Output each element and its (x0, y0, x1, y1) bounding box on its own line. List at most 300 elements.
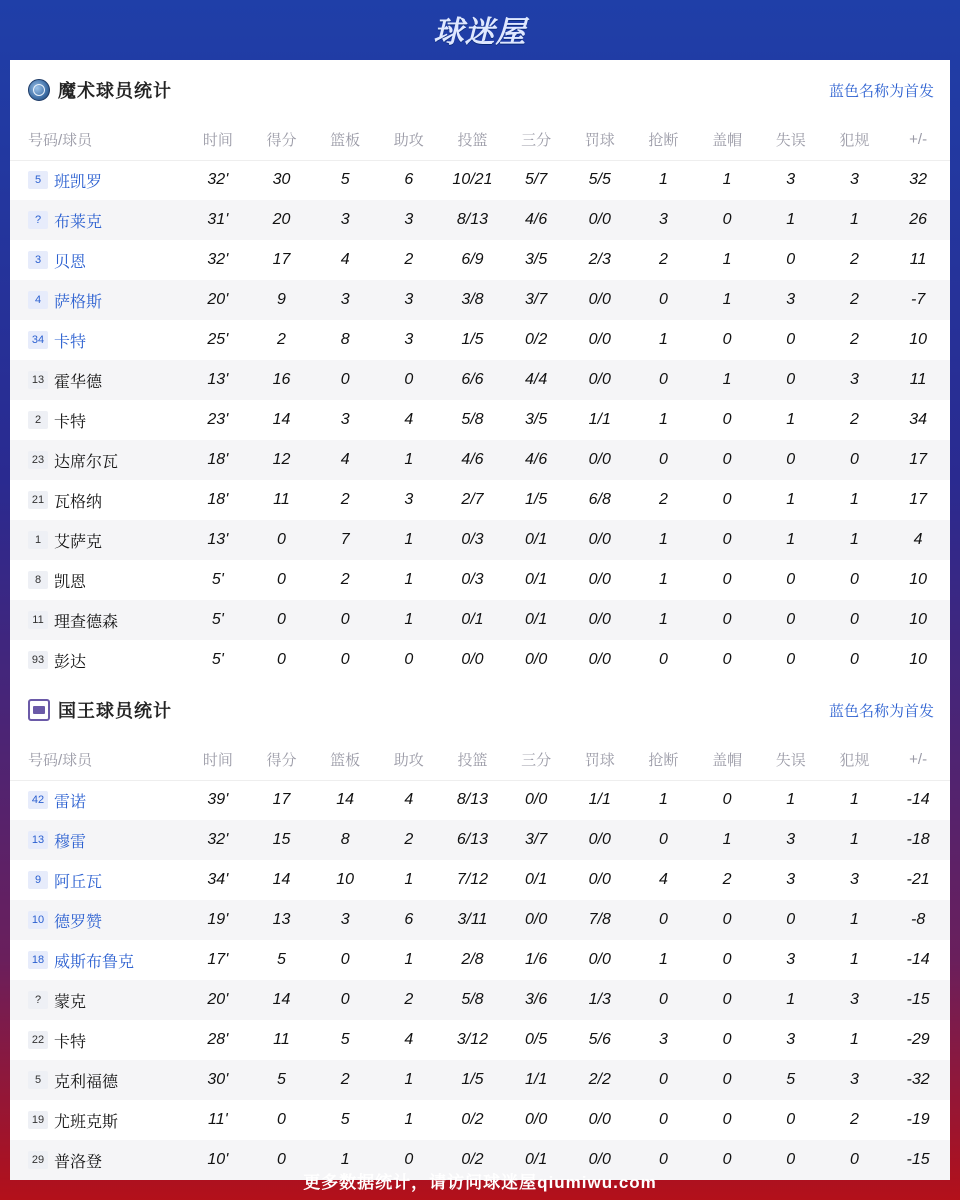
jersey-number-badge: ? (28, 991, 48, 1009)
stat-cell: 2 (849, 331, 859, 348)
jersey-number-badge: 5 (28, 1071, 48, 1089)
stat-cell: 23' (207, 411, 229, 428)
stat-cell: 2 (722, 871, 732, 888)
stat-cell: 3 (849, 171, 859, 189)
stat-cell: 4/6 (441, 440, 505, 480)
stat-cell: 11 (909, 251, 927, 268)
stat-cell: 0/0 (588, 1111, 611, 1128)
column-header: 得分 (250, 740, 314, 780)
player-row[interactable] (10, 480, 950, 520)
stat-cell: 1 (786, 411, 796, 428)
stat-cell: 0 (823, 1140, 887, 1180)
player-row[interactable] (10, 980, 950, 1020)
stat-cell: 0 (695, 1060, 759, 1100)
player-cell (10, 640, 186, 680)
stat-cell: 1 (404, 951, 414, 968)
stat-cell: 8/13 (441, 200, 505, 240)
stat-cell: 0/2 (441, 1140, 505, 1180)
stat-cell: 2/7 (461, 491, 484, 508)
player-name[interactable]: 贝恩 (54, 253, 87, 271)
stat-cell: 0 (340, 951, 350, 968)
stat-cell: 0/3 (441, 520, 505, 560)
footer-banner: 更多数据统计，请访问球迷屋qiumiwu.com (303, 1172, 657, 1192)
stat-cell: 5 (759, 1060, 823, 1100)
stat-cell: 14 (250, 980, 314, 1020)
stat-cell: 0 (786, 1111, 796, 1128)
stat-cell: 1 (722, 251, 732, 268)
stat-cell: 5 (277, 951, 286, 968)
stat-cell: 3 (786, 1031, 796, 1048)
stat-cell: 1 (759, 980, 823, 1020)
stat-cell: 3 (377, 200, 441, 240)
stat-cell: 5' (211, 571, 224, 588)
stat-cell: 0 (722, 411, 732, 428)
stat-cell: 7/12 (456, 871, 489, 888)
stat-cell: 0 (695, 900, 759, 940)
brand-logo: 球迷屋 (433, 16, 527, 49)
stat-cell: 0 (849, 651, 859, 668)
stat-cell: 0 (250, 600, 314, 640)
column-header: 投篮 (441, 740, 505, 780)
stat-cell: 7/8 (568, 900, 632, 940)
stat-cell: 0 (722, 651, 732, 668)
player-row[interactable] (10, 280, 950, 320)
stat-cell: 4 (340, 251, 350, 268)
stat-cell: 0 (786, 651, 796, 668)
stat-cell: 0 (786, 251, 796, 268)
player-name: 彭达 (54, 653, 87, 671)
stat-cell: 26 (886, 200, 950, 240)
stat-cell: 3 (823, 360, 887, 400)
stat-cell: 2 (849, 1111, 859, 1128)
stat-cell: 4 (404, 1031, 414, 1048)
player-name: 凯恩 (54, 573, 87, 591)
stat-cell: 0/1 (504, 520, 568, 560)
stat-cell: 1 (722, 171, 732, 189)
stat-cell: 0 (823, 440, 887, 480)
column-header: 盖帽 (695, 120, 759, 160)
stat-cell: 3 (786, 871, 796, 888)
player-row[interactable] (10, 860, 950, 900)
player-cell (10, 560, 186, 600)
stat-cell: 20 (250, 200, 314, 240)
jersey-number-badge: 34 (28, 331, 48, 349)
stat-cell: 1 (632, 520, 696, 560)
stat-cell: 3 (404, 491, 414, 508)
player-row[interactable] (10, 240, 950, 280)
player-row[interactable] (10, 600, 950, 640)
player-row[interactable] (10, 560, 950, 600)
stat-cell: 2 (658, 251, 668, 268)
stat-cell: 1/5 (524, 491, 548, 508)
stat-cell: 11 (273, 1031, 290, 1048)
stat-cell: 1/1 (504, 1060, 568, 1100)
player-cell (10, 860, 186, 900)
stat-cell: -29 (906, 1031, 930, 1048)
stats-panel (10, 60, 950, 1171)
stat-cell: 0 (377, 360, 441, 400)
stat-cell: 2 (313, 1060, 377, 1100)
stat-cell: 0 (722, 791, 732, 809)
player-row[interactable] (10, 520, 950, 560)
jersey-number-badge: 29 (28, 1151, 48, 1169)
stat-cell: 30' (186, 1060, 250, 1100)
kings-stats-table (10, 740, 950, 1180)
stat-cell: 16 (250, 360, 314, 400)
stat-cell: 5/8 (441, 980, 505, 1020)
column-header: 篮板 (313, 740, 377, 780)
stat-cell: 0/0 (568, 440, 632, 480)
player-name: 达席尔瓦 (54, 453, 119, 471)
stat-cell: 3 (823, 980, 887, 1020)
player-cell (10, 940, 186, 980)
stat-cell: 2 (849, 251, 859, 268)
stat-cell: 3 (786, 951, 796, 968)
stat-cell: 3 (404, 331, 414, 348)
stat-cell: 3 (658, 1031, 668, 1048)
column-header: +/- (886, 740, 950, 780)
jersey-number-badge: 42 (28, 791, 48, 809)
player-name: 普洛登 (54, 1153, 103, 1171)
player-cell (10, 240, 186, 280)
jersey-number-badge: 2 (28, 411, 48, 429)
stat-cell: 0 (759, 900, 823, 940)
kings-table-body (10, 780, 950, 1180)
stat-cell: 14 (336, 791, 355, 809)
column-header: 号码/球员 (10, 120, 186, 160)
player-row[interactable] (10, 1100, 950, 1140)
column-header: 时间 (186, 740, 250, 780)
magic-section-header (10, 60, 950, 120)
stat-cell: 1/5 (461, 331, 484, 348)
stat-cell: 1 (658, 951, 668, 968)
jersey-number-badge: 13 (28, 831, 48, 849)
stat-cell: 1 (823, 520, 887, 560)
player-row[interactable] (10, 360, 950, 400)
player-name[interactable]: 卡特 (54, 333, 87, 351)
player-row[interactable] (10, 200, 950, 240)
stat-cell: 3 (759, 280, 823, 320)
stat-cell: 0 (695, 600, 759, 640)
stat-cell: 5/7 (524, 171, 548, 189)
player-row[interactable] (10, 820, 950, 860)
stat-cell: 3 (340, 411, 350, 428)
player-cell (10, 1020, 186, 1060)
stat-cell: 0/0 (524, 1111, 548, 1128)
player-cell (10, 480, 186, 520)
stat-cell: 1 (377, 600, 441, 640)
stat-cell: 0/0 (568, 520, 632, 560)
stat-cell: 1 (823, 820, 887, 860)
stat-cell: 0 (695, 980, 759, 1020)
player-row[interactable] (10, 780, 950, 820)
player-cell (10, 360, 186, 400)
player-name[interactable]: 萨格斯 (54, 293, 103, 311)
stat-cell: 0/0 (524, 791, 548, 809)
stat-cell: 0 (759, 600, 823, 640)
stat-cell: -21 (906, 871, 930, 888)
stat-cell: 5 (340, 1111, 350, 1128)
stat-cell: 0 (250, 1140, 314, 1180)
stat-cell: 10 (909, 331, 927, 348)
stat-cell: 1 (404, 571, 414, 588)
stat-cell: 0 (632, 360, 696, 400)
stat-cell: 0 (823, 600, 887, 640)
stat-cell: 0/0 (461, 651, 484, 668)
jersey-number-badge: 4 (28, 291, 48, 309)
player-name: 卡特 (54, 413, 87, 431)
magic-table-header (10, 120, 950, 160)
stat-cell: 1/1 (588, 411, 611, 428)
stat-cell: 0 (849, 571, 859, 588)
stat-cell: 10/21 (452, 171, 493, 189)
player-row[interactable] (10, 400, 950, 440)
stat-cell: -14 (906, 951, 930, 968)
starter-note: 蓝色名称为首发 (828, 82, 934, 100)
stat-cell: 0/1 (504, 600, 568, 640)
stat-cell: 19' (186, 900, 250, 940)
column-header: 得分 (250, 120, 314, 160)
column-header: 抢断 (632, 740, 696, 780)
stat-cell: 17 (886, 440, 950, 480)
stat-cell: 3 (313, 900, 377, 940)
stat-cell: 4 (404, 411, 414, 428)
stat-cell: 0/0 (588, 571, 611, 588)
jersey-number-badge: 21 (28, 491, 48, 509)
player-row[interactable] (10, 940, 950, 980)
stat-cell: 1 (377, 1060, 441, 1100)
stat-cell: 5/6 (588, 1031, 611, 1048)
stat-cell: 10 (886, 600, 950, 640)
stat-cell: 0/1 (441, 600, 505, 640)
player-name: 卡特 (54, 1033, 87, 1051)
stat-cell: 32' (207, 171, 229, 189)
stat-cell: 1 (849, 1031, 859, 1048)
stat-cell: 13' (186, 520, 250, 560)
stat-cell: 0 (313, 360, 377, 400)
stat-cell: 0 (759, 360, 823, 400)
stat-cell: 17 (909, 491, 927, 508)
stat-cell: 6/13 (441, 820, 505, 860)
player-cell (10, 160, 186, 200)
player-row[interactable] (10, 640, 950, 680)
stat-cell: 1 (658, 331, 668, 348)
stat-cell: 11 (886, 360, 950, 400)
jersey-number-badge: 13 (28, 371, 48, 389)
stat-cell: 0 (759, 440, 823, 480)
player-cell (10, 400, 186, 440)
stat-cell: 2/2 (568, 1060, 632, 1100)
stat-cell: 3 (849, 871, 859, 888)
stat-cell: 0 (277, 651, 286, 668)
stat-cell: 3 (786, 171, 796, 189)
jersey-number-badge: 22 (28, 1031, 48, 1049)
stat-cell: 3/5 (524, 411, 548, 428)
stat-cell: 10' (186, 1140, 250, 1180)
stat-cell: 0 (340, 651, 350, 668)
player-row[interactable] (10, 1020, 950, 1060)
player-name: 克利福德 (54, 1073, 119, 1091)
stat-cell: 0 (377, 1140, 441, 1180)
stat-cell: -18 (886, 820, 950, 860)
stat-cell: 3/11 (441, 900, 505, 940)
stat-cell: 1 (377, 440, 441, 480)
player-cell (10, 1060, 186, 1100)
player-row[interactable] (10, 160, 950, 200)
player-name[interactable]: 布莱克 (54, 213, 103, 231)
player-cell (10, 320, 186, 360)
stat-cell: 1 (695, 280, 759, 320)
stat-cell: 1 (695, 820, 759, 860)
stat-cell: 6 (404, 171, 414, 189)
column-header: 犯规 (823, 740, 887, 780)
jersey-number-badge: 5 (28, 171, 48, 189)
player-name: 瓦格纳 (54, 493, 103, 511)
stat-cell: 2 (849, 411, 859, 428)
column-header: 犯规 (823, 120, 887, 160)
player-cell (10, 780, 186, 820)
stat-cell: 0/0 (568, 360, 632, 400)
stat-cell: 5/8 (461, 411, 484, 428)
player-cell (10, 600, 186, 640)
stat-cell: 18' (207, 491, 229, 508)
player-cell (10, 1100, 186, 1140)
player-row[interactable] (10, 900, 950, 940)
player-row[interactable] (10, 440, 950, 480)
player-cell (10, 440, 186, 480)
stat-cell: 1 (786, 491, 796, 508)
magic-stats-table (10, 120, 950, 680)
jersey-number-badge: 11 (28, 611, 48, 629)
column-header: 罚球 (568, 120, 632, 160)
player-name[interactable]: 德罗赞 (54, 913, 103, 931)
column-header: 盖帽 (695, 740, 759, 780)
jersey-number-badge: 18 (28, 951, 48, 969)
stat-cell: 1 (377, 520, 441, 560)
stat-cell: 0/0 (588, 651, 611, 668)
jersey-number-badge: 10 (28, 911, 48, 929)
player-name: 艾萨克 (54, 533, 103, 551)
player-name[interactable]: 穆雷 (54, 833, 87, 851)
stat-cell: 3 (313, 280, 377, 320)
stat-cell: 7 (313, 520, 377, 560)
stat-cell: 0 (632, 820, 696, 860)
stat-cell: 0 (277, 571, 286, 588)
stat-cell: 0 (404, 651, 414, 668)
player-cell (10, 980, 186, 1020)
stat-cell: 20' (186, 280, 250, 320)
stat-cell: 17' (207, 951, 229, 968)
stat-cell: 1 (404, 871, 414, 888)
stat-cell: 5 (340, 1031, 350, 1048)
stat-cell: 1/5 (441, 1060, 505, 1100)
stat-cell: 32' (186, 820, 250, 860)
jersey-number-badge: 1 (28, 531, 48, 549)
stat-cell: 0/0 (524, 651, 548, 668)
stat-cell: 3 (632, 200, 696, 240)
stat-cell: 0/1 (524, 871, 548, 888)
stat-cell: 34' (207, 871, 229, 888)
stat-cell: 3/6 (504, 980, 568, 1020)
stat-cell: 4 (404, 791, 414, 809)
stat-cell: 32 (909, 171, 927, 189)
stat-cell: 0 (722, 1111, 732, 1128)
stat-cell: 0 (786, 331, 796, 348)
stat-cell: 3/7 (504, 280, 568, 320)
column-header: 失误 (759, 120, 823, 160)
stat-cell: 0/1 (504, 1140, 568, 1180)
player-cell (10, 820, 186, 860)
stat-cell: 3 (823, 1060, 887, 1100)
stat-cell: 0 (313, 980, 377, 1020)
player-name: 霍华德 (54, 373, 103, 391)
jersey-number-badge: 8 (28, 571, 48, 589)
stat-cell: 0 (632, 1140, 696, 1180)
jersey-number-badge: 3 (28, 251, 48, 269)
stat-cell: 0/5 (524, 1031, 548, 1048)
player-row[interactable] (10, 320, 950, 360)
stat-cell: 4/4 (504, 360, 568, 400)
stat-cell: 0/0 (568, 280, 632, 320)
player-cell (10, 200, 186, 240)
stat-cell: 1 (823, 900, 887, 940)
column-header: +/- (886, 120, 950, 160)
stat-cell: 0/2 (461, 1111, 484, 1128)
stat-cell: 1 (759, 520, 823, 560)
player-name[interactable]: 班凯罗 (54, 173, 103, 191)
kings-section-title: 国王球员统计 (58, 701, 172, 721)
stat-cell: 0 (722, 571, 732, 588)
stat-cell: 5 (250, 1060, 314, 1100)
stat-cell: 2 (377, 980, 441, 1020)
stat-cell: 1 (695, 360, 759, 400)
magic-section-title: 魔术球员统计 (58, 81, 172, 101)
column-header: 三分 (504, 740, 568, 780)
stat-cell: 3/12 (456, 1031, 489, 1048)
magic-table-body (10, 160, 950, 680)
top-bar (0, 0, 960, 58)
stat-cell: -7 (886, 280, 950, 320)
player-cell (10, 520, 186, 560)
player-name[interactable]: 雷诺 (54, 793, 87, 811)
stat-cell: 2 (823, 280, 887, 320)
player-name[interactable]: 阿丘瓦 (54, 873, 103, 891)
column-header: 时间 (186, 120, 250, 160)
stat-cell: 10 (909, 651, 927, 668)
column-header: 抢断 (632, 120, 696, 160)
column-header: 篮板 (313, 120, 377, 160)
stat-cell: 3/8 (441, 280, 505, 320)
stat-cell: 25' (207, 331, 229, 348)
stat-cell: 1 (658, 171, 668, 189)
stat-cell: 0 (658, 1111, 668, 1128)
player-name[interactable]: 威斯布鲁克 (54, 953, 135, 971)
stat-cell: 0/0 (588, 951, 611, 968)
stat-cell: 1 (632, 600, 696, 640)
player-row[interactable] (10, 1060, 950, 1100)
stat-cell: 0 (632, 280, 696, 320)
column-header: 投篮 (441, 120, 505, 160)
stat-cell: 4/6 (504, 440, 568, 480)
column-header: 号码/球员 (10, 740, 186, 780)
stat-cell: 8 (340, 331, 350, 348)
stat-cell: 5/5 (588, 171, 611, 189)
stat-cell: 11 (273, 491, 290, 508)
stat-cell: 0 (722, 331, 732, 348)
stat-cell: 13 (250, 900, 314, 940)
stat-cell: 2 (277, 331, 286, 348)
stat-cell: 0/0 (568, 1140, 632, 1180)
